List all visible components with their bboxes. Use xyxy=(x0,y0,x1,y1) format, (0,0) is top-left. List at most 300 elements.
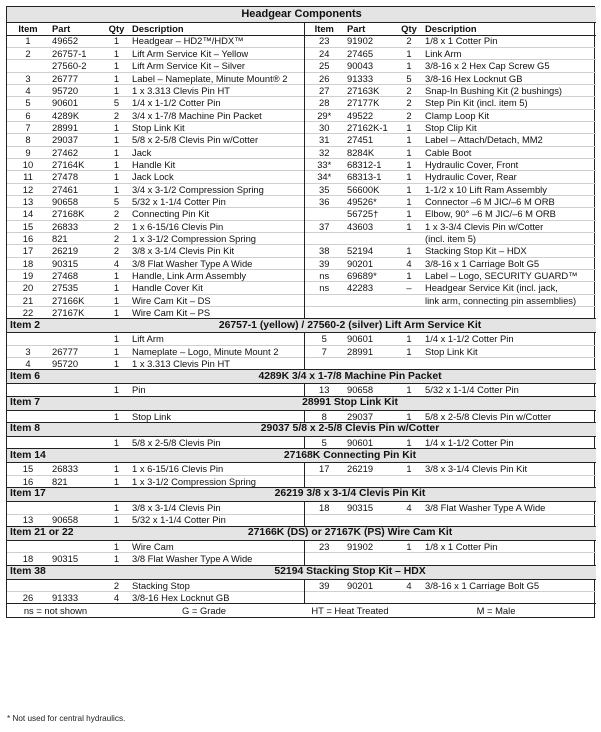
qty-cell xyxy=(396,514,422,526)
part-cell: 27451 xyxy=(344,134,396,146)
description-cell: 3/8 x 3-1/4 Clevis Pin Kit xyxy=(129,245,304,257)
part-cell: 27478 xyxy=(49,171,104,183)
section-header-row xyxy=(7,565,596,579)
part-cell: 26219 xyxy=(347,463,374,475)
qty-cell: 2 xyxy=(396,84,422,96)
part-cell: 95720 xyxy=(49,84,104,96)
description-cell: 3/8-16 Hex Locknut GB xyxy=(422,72,596,84)
table-row xyxy=(7,84,596,96)
part-cell: 90601 xyxy=(347,437,374,449)
qty-cell: 1 xyxy=(104,345,129,357)
part-cell: 49526* xyxy=(344,195,396,207)
item-cell: 26 xyxy=(304,72,344,84)
legend-entry: G = Grade xyxy=(104,604,304,617)
item-cell: ns xyxy=(304,270,344,282)
section-item-label: Item 2 xyxy=(7,319,104,333)
qty-cell xyxy=(396,358,422,370)
item-cell: 34* xyxy=(304,171,344,183)
description-cell: 1 x 6-15/16 Clevis Pin xyxy=(129,220,304,232)
item-cell xyxy=(7,437,49,449)
description-cell: 5/8 x 2-5/8 Clevis Pin w/Cotter xyxy=(425,410,552,422)
item-cell xyxy=(304,307,344,319)
column-header-description: Description xyxy=(422,22,596,35)
item-cell xyxy=(304,208,344,220)
qty-cell xyxy=(396,233,422,245)
part-cell: 90043 xyxy=(344,60,396,72)
part-cell xyxy=(49,437,104,449)
part-cell: 27164K xyxy=(49,158,104,170)
table-row xyxy=(7,579,596,591)
description-cell: Elbow, 90° –6 M JIC/–6 M ORB xyxy=(422,208,596,220)
qty-cell: 1 xyxy=(113,463,120,475)
part-cell xyxy=(344,358,396,370)
table-row xyxy=(7,384,596,396)
qty-cell: 1 xyxy=(104,84,129,96)
item-cell: 38 xyxy=(304,245,344,257)
description-cell xyxy=(422,514,596,526)
qty-cell: 2 xyxy=(396,109,422,121)
description-cell: Pin xyxy=(129,384,304,396)
part-cell: 52194 xyxy=(344,245,396,257)
description-cell: Headgear – HD2™/HDX™ xyxy=(129,35,304,47)
part-cell: 90201 xyxy=(344,257,396,269)
qty-cell: 1 xyxy=(406,410,412,422)
qty-cell: 1 xyxy=(396,158,422,170)
table-row xyxy=(7,282,596,294)
qty-cell: 1 xyxy=(396,345,422,357)
item-cell xyxy=(304,591,344,603)
part-cell: 26757-1 xyxy=(49,47,104,59)
description-cell: 5/32 x 1-1/4 Cotter Pin xyxy=(129,514,304,526)
item-cell: 27 xyxy=(304,84,344,96)
item-cell: 11 xyxy=(7,171,49,183)
description-cell: Connecting Pin Kit xyxy=(129,208,304,220)
item-cell: 13 xyxy=(7,195,49,207)
part-cell: 91333 xyxy=(344,72,396,84)
table-row xyxy=(7,146,596,158)
section-item-label: Item 7 xyxy=(7,396,104,410)
part-cell xyxy=(344,514,396,526)
part-cell: 28991 xyxy=(344,345,396,357)
item-cell: 14 xyxy=(7,208,49,220)
description-cell: 3/4 x 3-1/2 Compression Spring xyxy=(129,183,304,195)
footnote: * Not used for central hydraulics. xyxy=(7,714,126,723)
part-cell xyxy=(49,540,104,552)
item-cell: 31 xyxy=(304,134,344,146)
part-cell: 27177K xyxy=(344,97,396,109)
section-header-row xyxy=(7,526,596,540)
table-row xyxy=(7,463,596,475)
qty-cell: 1 xyxy=(113,540,120,552)
part-cell: 821 xyxy=(49,233,104,245)
qty-cell: 4 xyxy=(396,257,422,269)
item-cell: 3 xyxy=(7,72,49,84)
section-title: 4289K 3/4 x 1-7/8 Machine Pin Packet xyxy=(104,370,596,384)
description-cell: Jack Lock xyxy=(129,171,304,183)
part-cell: 90658 xyxy=(347,384,374,396)
qty-cell: 1 xyxy=(104,134,129,146)
item-cell: 26 xyxy=(7,591,49,603)
item-cell: 1 xyxy=(25,35,31,47)
item-cell: 24 xyxy=(304,47,344,59)
qty-cell: 2 xyxy=(104,233,129,245)
description-cell: Stacking Stop Kit – HDX xyxy=(422,245,596,257)
table-row xyxy=(7,333,596,345)
description-cell: 3/4 x 1-7/8 Machine Pin Packet xyxy=(129,109,304,121)
part-cell: 68313-1 xyxy=(344,171,396,183)
item-cell: 21 xyxy=(7,294,49,306)
description-cell: Stop Link Kit xyxy=(422,345,596,357)
part-cell: 27163K xyxy=(344,84,396,96)
qty-cell: 1 xyxy=(104,72,129,84)
table-row xyxy=(7,437,596,449)
description-cell: Connector –6 M JIC/–6 M ORB xyxy=(422,195,596,207)
description-cell: 1 x 3-1/2 Compression Spring xyxy=(129,475,304,487)
column-header-row xyxy=(7,22,596,35)
qty-cell: 1 xyxy=(396,208,422,220)
part-cell xyxy=(49,384,104,396)
item-cell: 16 xyxy=(7,233,49,245)
qty-cell: 2 xyxy=(104,109,129,121)
description-cell: Handle Kit xyxy=(129,158,304,170)
qty-cell: – xyxy=(396,282,422,294)
item-cell: 5 xyxy=(321,437,327,449)
part-cell: 27462 xyxy=(49,146,104,158)
description-cell: Headgear Service Kit (incl. jack, xyxy=(422,282,596,294)
item-cell: 9 xyxy=(7,146,49,158)
description-cell: 3/8-16 x 1 Carriage Bolt G5 xyxy=(425,579,540,591)
qty-cell: 1 xyxy=(104,171,129,183)
part-cell: 90315 xyxy=(49,257,104,269)
description-cell: Handle Cover Kit xyxy=(129,282,304,294)
item-cell xyxy=(304,294,344,306)
part-cell: 26219 xyxy=(49,245,104,257)
table-row xyxy=(7,72,596,84)
description-cell: Wire Cam Kit – PS xyxy=(129,307,304,319)
description-cell: Label – Attach/Detach, MM2 xyxy=(422,134,596,146)
description-cell: Step Pin Kit (incl. item 5) xyxy=(422,97,596,109)
table-row xyxy=(7,502,596,514)
description-cell: 5/8 x 2-5/8 Clevis Pin w/Cotter xyxy=(129,134,304,146)
section-item-label: Item 8 xyxy=(7,423,104,437)
table-row xyxy=(7,134,596,146)
item-cell: 28 xyxy=(304,97,344,109)
description-cell: Nameplate – Logo, Minute Mount 2 xyxy=(129,345,304,357)
part-cell: 90315 xyxy=(49,553,104,565)
column-header-description: Description xyxy=(129,22,304,35)
qty-cell: 1 xyxy=(104,294,129,306)
section-title: 26219 3/8 x 3-1/4 Clevis Pin Kit xyxy=(104,488,596,502)
part-cell: 69689* xyxy=(344,270,396,282)
qty-cell: 1 xyxy=(104,307,129,319)
table-row xyxy=(7,208,596,220)
table-title-row xyxy=(7,7,596,22)
part-cell: 56600K xyxy=(344,183,396,195)
description-cell: Stop Link Kit xyxy=(129,121,304,133)
part-cell xyxy=(49,333,104,345)
description-cell: Hydraulic Cover, Rear xyxy=(422,171,596,183)
section-header-row xyxy=(7,396,596,410)
item-cell: 33* xyxy=(304,158,344,170)
part-cell xyxy=(344,233,396,245)
section-item-label: Item 14 xyxy=(7,449,104,463)
description-cell: 1/8 x 1 Cotter Pin xyxy=(425,35,498,47)
part-cell: 90658 xyxy=(49,195,104,207)
item-cell: 23 xyxy=(319,540,330,552)
column-header-item: Item xyxy=(304,22,344,35)
item-cell: 2 xyxy=(7,47,49,59)
part-cell: 27468 xyxy=(49,270,104,282)
part-cell xyxy=(49,410,104,422)
qty-cell: 2 xyxy=(104,220,129,232)
item-cell: 35 xyxy=(304,183,344,195)
part-cell: 27166K xyxy=(49,294,104,306)
item-cell: 8 xyxy=(7,134,49,146)
qty-cell: 4 xyxy=(104,257,129,269)
item-cell: 16 xyxy=(7,475,49,487)
item-cell: 4 xyxy=(7,84,49,96)
part-cell: 28991 xyxy=(49,121,104,133)
table-row xyxy=(7,257,596,269)
part-cell: 27465 xyxy=(344,47,396,59)
description-cell: 3/8 Flat Washer Type A Wide xyxy=(129,257,304,269)
item-cell: ns xyxy=(304,282,344,294)
description-cell: 1-1/2 x 10 Lift Ram Assembly xyxy=(422,183,596,195)
item-cell: 18 xyxy=(7,553,49,565)
section-header-row xyxy=(7,319,596,333)
description-cell: Wire Cam xyxy=(129,540,304,552)
description-cell: Lift Arm Service Kit – Silver xyxy=(129,60,304,72)
description-cell: 5/32 x 1-1/4 Cotter Pin xyxy=(425,384,519,396)
legend-row xyxy=(7,604,596,617)
item-cell: 29* xyxy=(304,109,344,121)
qty-cell: 1 xyxy=(406,437,412,449)
item-cell: 8 xyxy=(321,410,327,422)
part-cell xyxy=(49,579,104,591)
part-cell: 91902 xyxy=(347,540,374,552)
item-cell: 18 xyxy=(7,257,49,269)
part-cell xyxy=(49,502,104,514)
table-row xyxy=(7,540,596,552)
item-cell: 30 xyxy=(304,121,344,133)
qty-cell: 1 xyxy=(396,195,422,207)
part-cell: 49652 xyxy=(52,35,79,47)
item-cell: 18 xyxy=(319,502,330,514)
description-cell: Snap-In Bushing Kit (2 bushings) xyxy=(422,84,596,96)
part-cell xyxy=(344,294,396,306)
qty-cell: 1 xyxy=(104,475,129,487)
item-cell xyxy=(7,540,49,552)
qty-cell: 1 xyxy=(396,245,422,257)
item-cell: 17 xyxy=(7,245,49,257)
part-cell xyxy=(344,553,396,565)
table-row xyxy=(7,60,596,72)
item-cell: 19 xyxy=(7,270,49,282)
qty-cell: 1 xyxy=(104,358,129,370)
qty-cell: 1 xyxy=(113,502,120,514)
section-title: 27166K (DS) or 27167K (PS) Wire Cam Kit xyxy=(104,526,596,540)
part-cell xyxy=(344,307,396,319)
part-cell: 68312-1 xyxy=(344,158,396,170)
section-title: 29037 5/8 x 2-5/8 Clevis Pin w/Cotter xyxy=(104,423,596,437)
table-row xyxy=(7,475,596,487)
description-cell xyxy=(422,591,596,603)
column-header-item: Item xyxy=(7,22,49,35)
qty-cell: 1 xyxy=(104,121,129,133)
qty-cell: 1 xyxy=(104,60,129,72)
description-cell: 3/8-16 x 1 Carriage Bolt G5 xyxy=(422,257,596,269)
part-cell xyxy=(344,475,396,487)
qty-cell: 1 xyxy=(104,282,129,294)
item-cell: 36 xyxy=(304,195,344,207)
part-cell: 90601 xyxy=(49,97,104,109)
table-row xyxy=(7,121,596,133)
table-row xyxy=(7,294,596,306)
table-row xyxy=(7,47,596,59)
qty-cell: 1 xyxy=(396,60,422,72)
section-title: 52194 Stacking Stop Kit – HDX xyxy=(104,565,596,579)
item-cell: 32 xyxy=(304,146,344,158)
table-row xyxy=(7,35,596,47)
description-cell: 3/8-16 x 2 Hex Cap Screw G5 xyxy=(422,60,596,72)
column-header-qty: Qty xyxy=(396,22,422,35)
item-cell xyxy=(7,579,49,591)
description-cell: 3/8 Flat Washer Type A Wide xyxy=(129,553,304,565)
section-item-label: Item 17 xyxy=(7,488,104,502)
description-cell: Label – Nameplate, Minute Mount® 2 xyxy=(129,72,304,84)
item-cell: 15 xyxy=(7,220,49,232)
description-cell: Stacking Stop xyxy=(129,579,304,591)
qty-cell: 1 xyxy=(396,146,422,158)
table-row xyxy=(7,245,596,257)
table-row xyxy=(7,553,596,565)
table-row xyxy=(7,358,596,370)
qty-cell: 2 xyxy=(396,97,422,109)
item-cell: 25 xyxy=(304,60,344,72)
qty-cell: 1 xyxy=(104,553,129,565)
table-row xyxy=(7,591,596,603)
item-cell: 39 xyxy=(319,579,330,591)
item-cell xyxy=(7,410,49,422)
item-cell xyxy=(7,502,49,514)
part-cell: 27168K xyxy=(49,208,104,220)
item-cell: 3 xyxy=(7,345,49,357)
part-cell: 56725† xyxy=(344,208,396,220)
description-cell: 1 x 3.313 Clevis Pin HT xyxy=(129,84,304,96)
qty-cell: 1 xyxy=(104,47,129,59)
item-cell: 7 xyxy=(304,345,344,357)
item-cell xyxy=(304,514,344,526)
description-cell: Hydraulic Cover, Front xyxy=(422,158,596,170)
item-cell: 23 xyxy=(319,35,330,47)
table-row xyxy=(7,171,596,183)
section-header-row xyxy=(7,423,596,437)
part-cell: 90658 xyxy=(49,514,104,526)
part-cell: 27461 xyxy=(49,183,104,195)
qty-cell: 1 xyxy=(104,270,129,282)
description-cell: 5/32 x 1-1/4 Cotter Pin xyxy=(129,195,304,207)
qty-cell: 5 xyxy=(396,72,422,84)
description-cell: 1/4 x 1-1/2 Cotter Pin xyxy=(129,97,304,109)
description-cell: Label – Logo, SECURITY GUARD™ xyxy=(422,270,596,282)
part-cell xyxy=(344,591,396,603)
description-cell: link arm, connecting pin assemblies) xyxy=(422,294,596,306)
qty-cell: 1 xyxy=(104,158,129,170)
item-cell xyxy=(304,553,344,565)
column-header-part: Part xyxy=(344,22,396,35)
section-item-label: Item 6 xyxy=(7,370,104,384)
qty-cell: 1 xyxy=(113,333,120,345)
item-cell: 17 xyxy=(319,463,330,475)
table-row xyxy=(7,109,596,121)
qty-cell: 1 xyxy=(104,183,129,195)
description-cell: 3/8-16 Hex Locknut GB xyxy=(129,591,304,603)
item-cell xyxy=(304,233,344,245)
qty-cell: 4 xyxy=(104,591,129,603)
description-cell: Stop Link xyxy=(129,410,304,422)
description-cell: Jack xyxy=(129,146,304,158)
section-header-row xyxy=(7,370,596,384)
description-cell: Link Arm xyxy=(422,47,596,59)
table-row xyxy=(7,410,596,422)
description-cell: Cable Boot xyxy=(422,146,596,158)
qty-cell xyxy=(396,591,422,603)
item-cell xyxy=(7,333,49,345)
parts-sheet xyxy=(6,6,595,618)
item-cell: 37 xyxy=(304,220,344,232)
qty-cell: 2 xyxy=(113,579,120,591)
description-cell: 5/8 x 2-5/8 Clevis Pin xyxy=(129,437,304,449)
qty-cell: 1 xyxy=(396,270,422,282)
item-cell: 13 xyxy=(7,514,49,526)
table-row xyxy=(7,195,596,207)
part-cell: 90201 xyxy=(347,579,374,591)
part-cell: 26777 xyxy=(49,345,104,357)
description-cell: 3/8 Flat Washer Type A Wide xyxy=(425,502,546,514)
item-cell: 12 xyxy=(7,183,49,195)
qty-cell xyxy=(396,294,422,306)
table-row xyxy=(7,307,596,319)
part-cell: 90315 xyxy=(347,502,374,514)
qty-cell: 5 xyxy=(104,195,129,207)
description-cell: Clamp Loop Kit xyxy=(422,109,596,121)
part-cell: 27535 xyxy=(49,282,104,294)
table-row xyxy=(7,183,596,195)
item-cell xyxy=(304,475,344,487)
description-cell: 1/4 x 1-1/2 Cotter Pin xyxy=(425,437,514,449)
legend-entry: ns = not shown xyxy=(7,604,104,617)
part-cell: 95720 xyxy=(49,358,104,370)
description-cell xyxy=(422,475,596,487)
qty-cell: 2 xyxy=(406,35,412,47)
qty-cell: 2 xyxy=(104,208,129,220)
qty-cell: 1 xyxy=(113,410,120,422)
qty-cell: 1 xyxy=(113,437,120,449)
legend-entry: M = Male xyxy=(396,604,596,617)
item-cell xyxy=(7,384,49,396)
description-cell: 3/8 x 3-1/4 Clevis Pin xyxy=(129,502,304,514)
item-cell: 20 xyxy=(7,282,49,294)
qty-cell: 1 xyxy=(104,146,129,158)
part-cell: 29037 xyxy=(49,134,104,146)
description-cell: Lift Arm xyxy=(129,333,304,345)
section-item-label: Item 38 xyxy=(7,565,104,579)
item-cell: 10 xyxy=(7,158,49,170)
description-cell: 1 x 3-1/2 Compression Spring xyxy=(129,233,304,245)
part-cell: 821 xyxy=(49,475,104,487)
column-header-part: Part xyxy=(49,22,104,35)
qty-cell: 1 xyxy=(396,220,422,232)
